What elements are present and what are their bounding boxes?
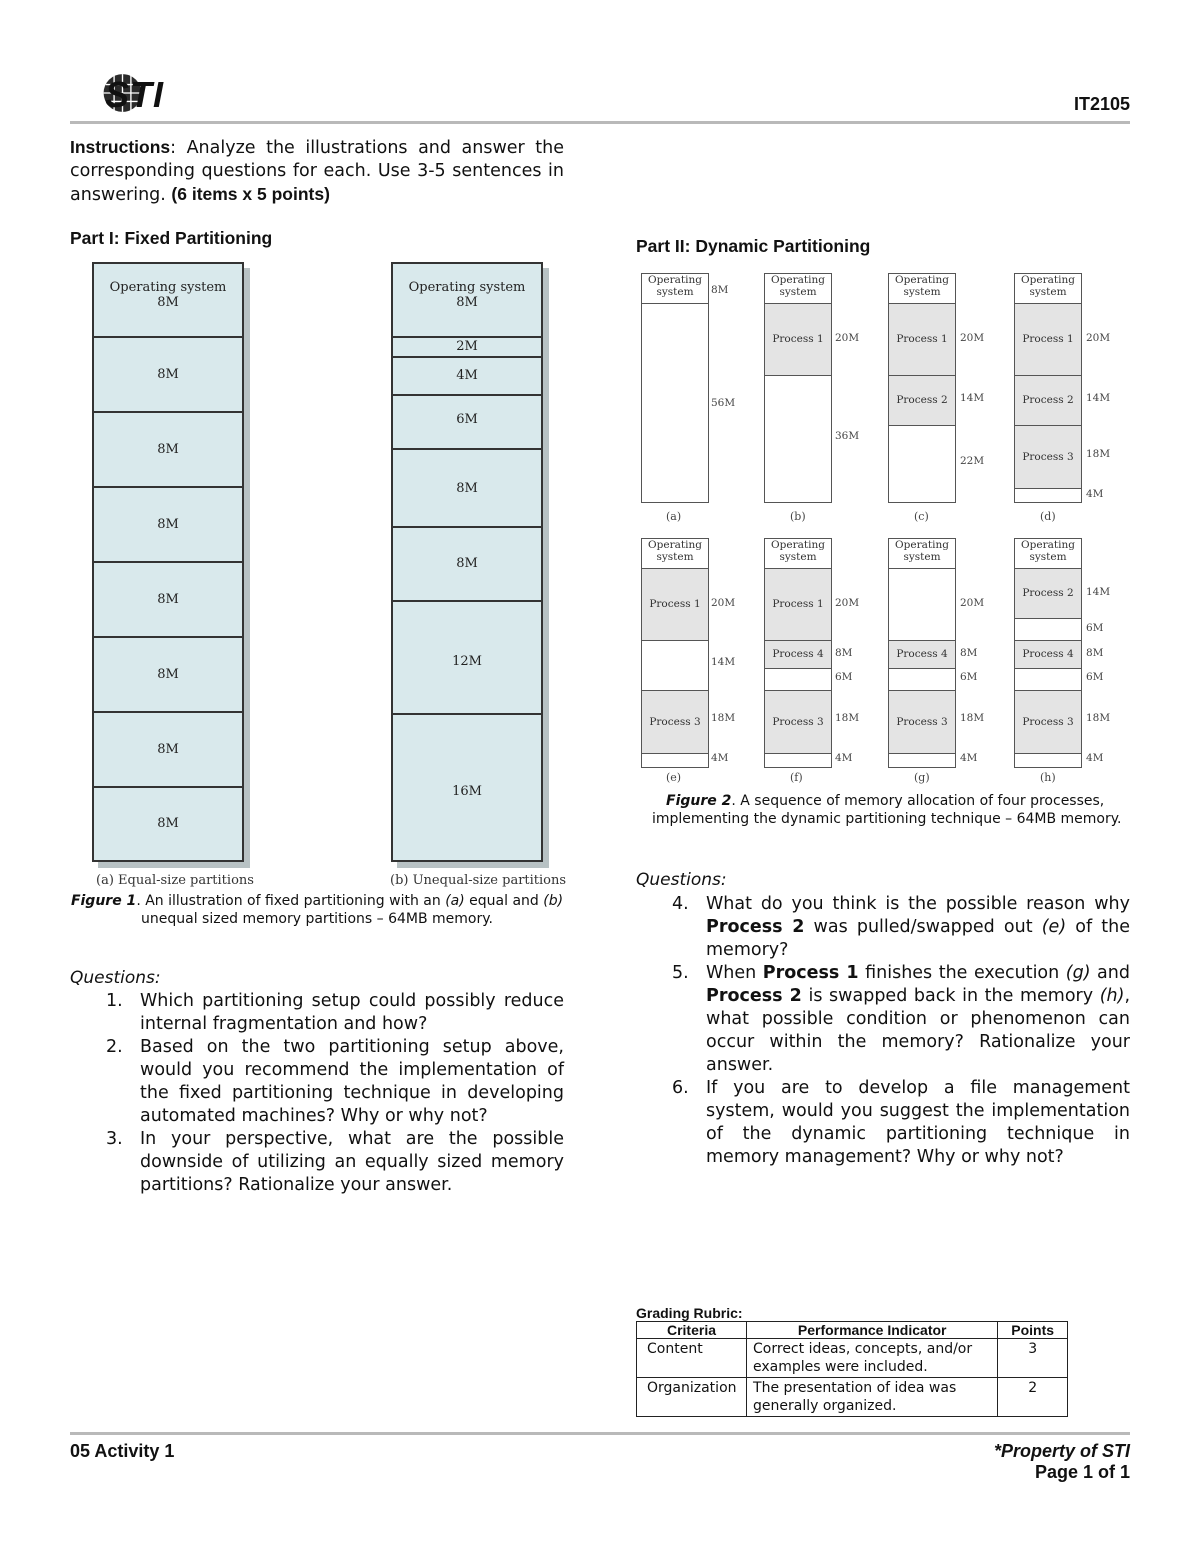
size-label: 18M: [1086, 712, 1111, 724]
equal-partition: 8M: [94, 488, 242, 563]
equal-partition: 8M: [94, 338, 242, 413]
part1-questions-label: Questions:: [70, 968, 161, 988]
fig1-sub-a: (a) Equal-size partitions: [96, 873, 254, 888]
figure2-caption: Figure 2. A sequence of memory allocation of four processes, implementing the dynamic partitioning technique – 64MB memory.: [652, 793, 1122, 827]
header-divider: [70, 121, 1130, 124]
size-label: 6M: [960, 671, 978, 683]
equal-partition: 8M: [157, 816, 179, 831]
rubric-indicator: Correct ideas, concepts, and/or examples were included.: [747, 1339, 998, 1378]
question-2: 2. Based on the two partitioning setup above, would you recommend the implementation of the fixed partitioning technique in developing automated machines? Why or why not?: [106, 1037, 564, 1126]
size-label: 4M: [1086, 752, 1104, 764]
os-block: Operating system: [642, 274, 708, 304]
sti-logo-text: STI: [105, 74, 165, 115]
process-2-block: Process 2: [1015, 569, 1081, 619]
footer-property: *Property of STI: [993, 1441, 1130, 1461]
unequal-partition: 6M: [393, 396, 541, 450]
process-1-block: Process 1: [889, 304, 955, 376]
size-label: 6M: [1086, 671, 1104, 683]
process-4-block: Process 4: [889, 641, 955, 669]
question-5: 5. When Process 1 finishes the execution (g) and Process 2 is swapped back in the memory (h), what possible condition or phenomenon can occur within the memory? Rationalize your answer.: [672, 963, 1131, 1075]
panel-g: [888, 538, 956, 768]
equal-partition: 8M: [94, 713, 242, 788]
os-block: Operating system: [889, 539, 955, 569]
equal-partition: 8M: [94, 563, 242, 638]
rubric-header-row: [637, 1322, 1068, 1339]
rubric-title: Grading Rubric:: [636, 1305, 743, 1321]
rubric-criteria: Organization: [637, 1378, 747, 1417]
rubric-row: [637, 1339, 1068, 1378]
figure1-caption: Figure 1. An illustration of fixed partitioning with an (a) equal and (b) unequal sized memory partitions – 64MB memory.: [70, 893, 564, 927]
size-label: 6M: [1086, 622, 1104, 634]
part2-questions: [636, 893, 1130, 1169]
free-block: [889, 569, 955, 641]
size-label: 20M: [1086, 332, 1111, 344]
free-block: [1015, 669, 1081, 691]
size-label: 56M: [711, 397, 736, 409]
size-label: 18M: [960, 712, 985, 724]
process-2-block: Process 2: [1015, 376, 1081, 426]
os-block: Operating system: [765, 274, 831, 304]
part1-title: Part I: Fixed Partitioning: [70, 228, 273, 248]
panel-label: (b): [790, 510, 806, 523]
size-label: 20M: [960, 332, 985, 344]
panel-d: [1014, 273, 1082, 503]
size-label: 4M: [960, 752, 978, 764]
instructions: Instructions: Analyze the illustrations and answer the corresponding questions for each. Use 3-5 sentences in answering. (6 items x 5 points): [70, 137, 564, 205]
process-4-block: Process 4: [765, 641, 831, 669]
unequal-partition: 16M: [452, 784, 482, 799]
size-label: 20M: [960, 597, 985, 609]
rubric-header: Criteria: [637, 1322, 747, 1339]
free-block: [889, 669, 955, 691]
panel-e: [641, 538, 709, 768]
panel-label: (f): [790, 771, 803, 784]
unequal-partition: 8M: [393, 452, 541, 528]
size-label: 20M: [835, 332, 860, 344]
footer-page: Page 1 of 1: [1034, 1462, 1130, 1482]
question-4: 4. What do you think is the possible reason why Process 2 was pulled/swapped out (e) of the memory?: [672, 894, 1131, 960]
fig1-sub-b: (b) Unequal-size partitions: [390, 873, 567, 888]
os-block: Operating system: [765, 539, 831, 569]
panel-label: (e): [666, 771, 682, 784]
process-3-block: Process 3: [642, 691, 708, 754]
unequal-partition: 2M: [393, 338, 541, 358]
size-label: 20M: [835, 597, 860, 609]
size-label: 20M: [711, 597, 736, 609]
size-label: 6M: [835, 671, 853, 683]
course-code: IT2105: [1073, 94, 1130, 114]
os-partition: Operating system 8M: [94, 264, 242, 338]
part2-questions-label: Questions:: [636, 870, 727, 890]
size-label: 18M: [835, 712, 860, 724]
process-3-block: Process 3: [765, 691, 831, 754]
rubric-row: [637, 1378, 1068, 1417]
part2-title: Part II: Dynamic Partitioning: [636, 236, 871, 256]
size-label: 14M: [1086, 586, 1111, 598]
rubric-criteria: Content: [637, 1339, 747, 1378]
os-block: Operating system: [889, 274, 955, 304]
size-label: 14M: [711, 656, 736, 668]
panel-c: [888, 273, 956, 503]
process-3-block: Process 3: [1015, 691, 1081, 754]
os-block: Operating system: [642, 539, 708, 569]
size-label: 18M: [711, 712, 736, 724]
rubric-points: 3: [998, 1339, 1068, 1378]
os-partition: Operating system 8M: [393, 264, 541, 338]
rubric-points: 2: [998, 1378, 1068, 1417]
size-label: 36M: [835, 430, 860, 442]
size-label: 14M: [960, 392, 985, 404]
free-block: [765, 669, 831, 691]
panel-label: (g): [914, 771, 930, 784]
size-label: 4M: [711, 752, 729, 764]
os-block: Operating system: [1015, 274, 1081, 304]
process-1-block: Process 1: [765, 569, 831, 641]
equal-partition: 8M: [94, 638, 242, 713]
size-label: 8M: [960, 647, 978, 659]
size-label: 18M: [1086, 448, 1111, 460]
footer-right: [994, 1441, 1130, 1483]
equal-partition-diagram: [92, 262, 244, 862]
question-3: 3. In your perspective, what are the possible downside of utilizing an equally sized memory partitions? Rationalize your answer.: [106, 1129, 564, 1195]
unequal-partition: 4M: [393, 358, 541, 396]
panel-a: [641, 273, 709, 503]
question-1: 1. Which partitioning setup could possibly reduce internal fragmentation and how?: [106, 991, 564, 1034]
process-3-block: Process 3: [889, 691, 955, 754]
panel-label: (c): [914, 510, 929, 523]
rubric-header: Performance Indicator: [747, 1322, 998, 1339]
panel-h: [1014, 538, 1082, 768]
panel-b: [764, 273, 832, 503]
size-label: 8M: [835, 647, 853, 659]
process-2-block: Process 2: [889, 376, 955, 426]
unequal-partition: 8M: [393, 528, 541, 602]
size-label: 14M: [1086, 392, 1111, 404]
process-3-block: Process 3: [1015, 426, 1081, 489]
free-block: [642, 641, 708, 691]
size-label: 8M: [1086, 647, 1104, 659]
rubric-header: Points: [998, 1322, 1068, 1339]
footer-divider: [70, 1432, 1130, 1435]
unequal-partition-diagram: [391, 262, 543, 862]
grading-rubric-table: [636, 1321, 1068, 1417]
panel-label: (h): [1040, 771, 1056, 784]
footer-activity: 05 Activity 1: [70, 1441, 175, 1461]
process-4-block: Process 4: [1015, 641, 1081, 669]
size-label: 4M: [1086, 488, 1104, 500]
free-block: [1015, 619, 1081, 641]
equal-partition: 8M: [94, 413, 242, 488]
size-label: 4M: [835, 752, 853, 764]
part1-questions: [70, 990, 564, 1197]
process-1-block: Process 1: [642, 569, 708, 641]
panel-label: (d): [1040, 510, 1056, 523]
size-label: 8M: [711, 284, 729, 296]
process-1-block: Process 1: [765, 304, 831, 376]
panel-f: [764, 538, 832, 768]
question-6: 6. If you are to develop a file management system, would you suggest the implementation of the dynamic partitioning technique in memory management? Why or why not?: [672, 1078, 1130, 1167]
panel-label: (a): [666, 510, 682, 523]
size-label: 22M: [960, 455, 985, 467]
unequal-partition: 12M: [393, 602, 541, 715]
process-1-block: Process 1: [1015, 304, 1081, 376]
rubric-indicator: The presentation of idea was generally organized.: [747, 1378, 998, 1417]
os-block: Operating system: [1015, 539, 1081, 569]
